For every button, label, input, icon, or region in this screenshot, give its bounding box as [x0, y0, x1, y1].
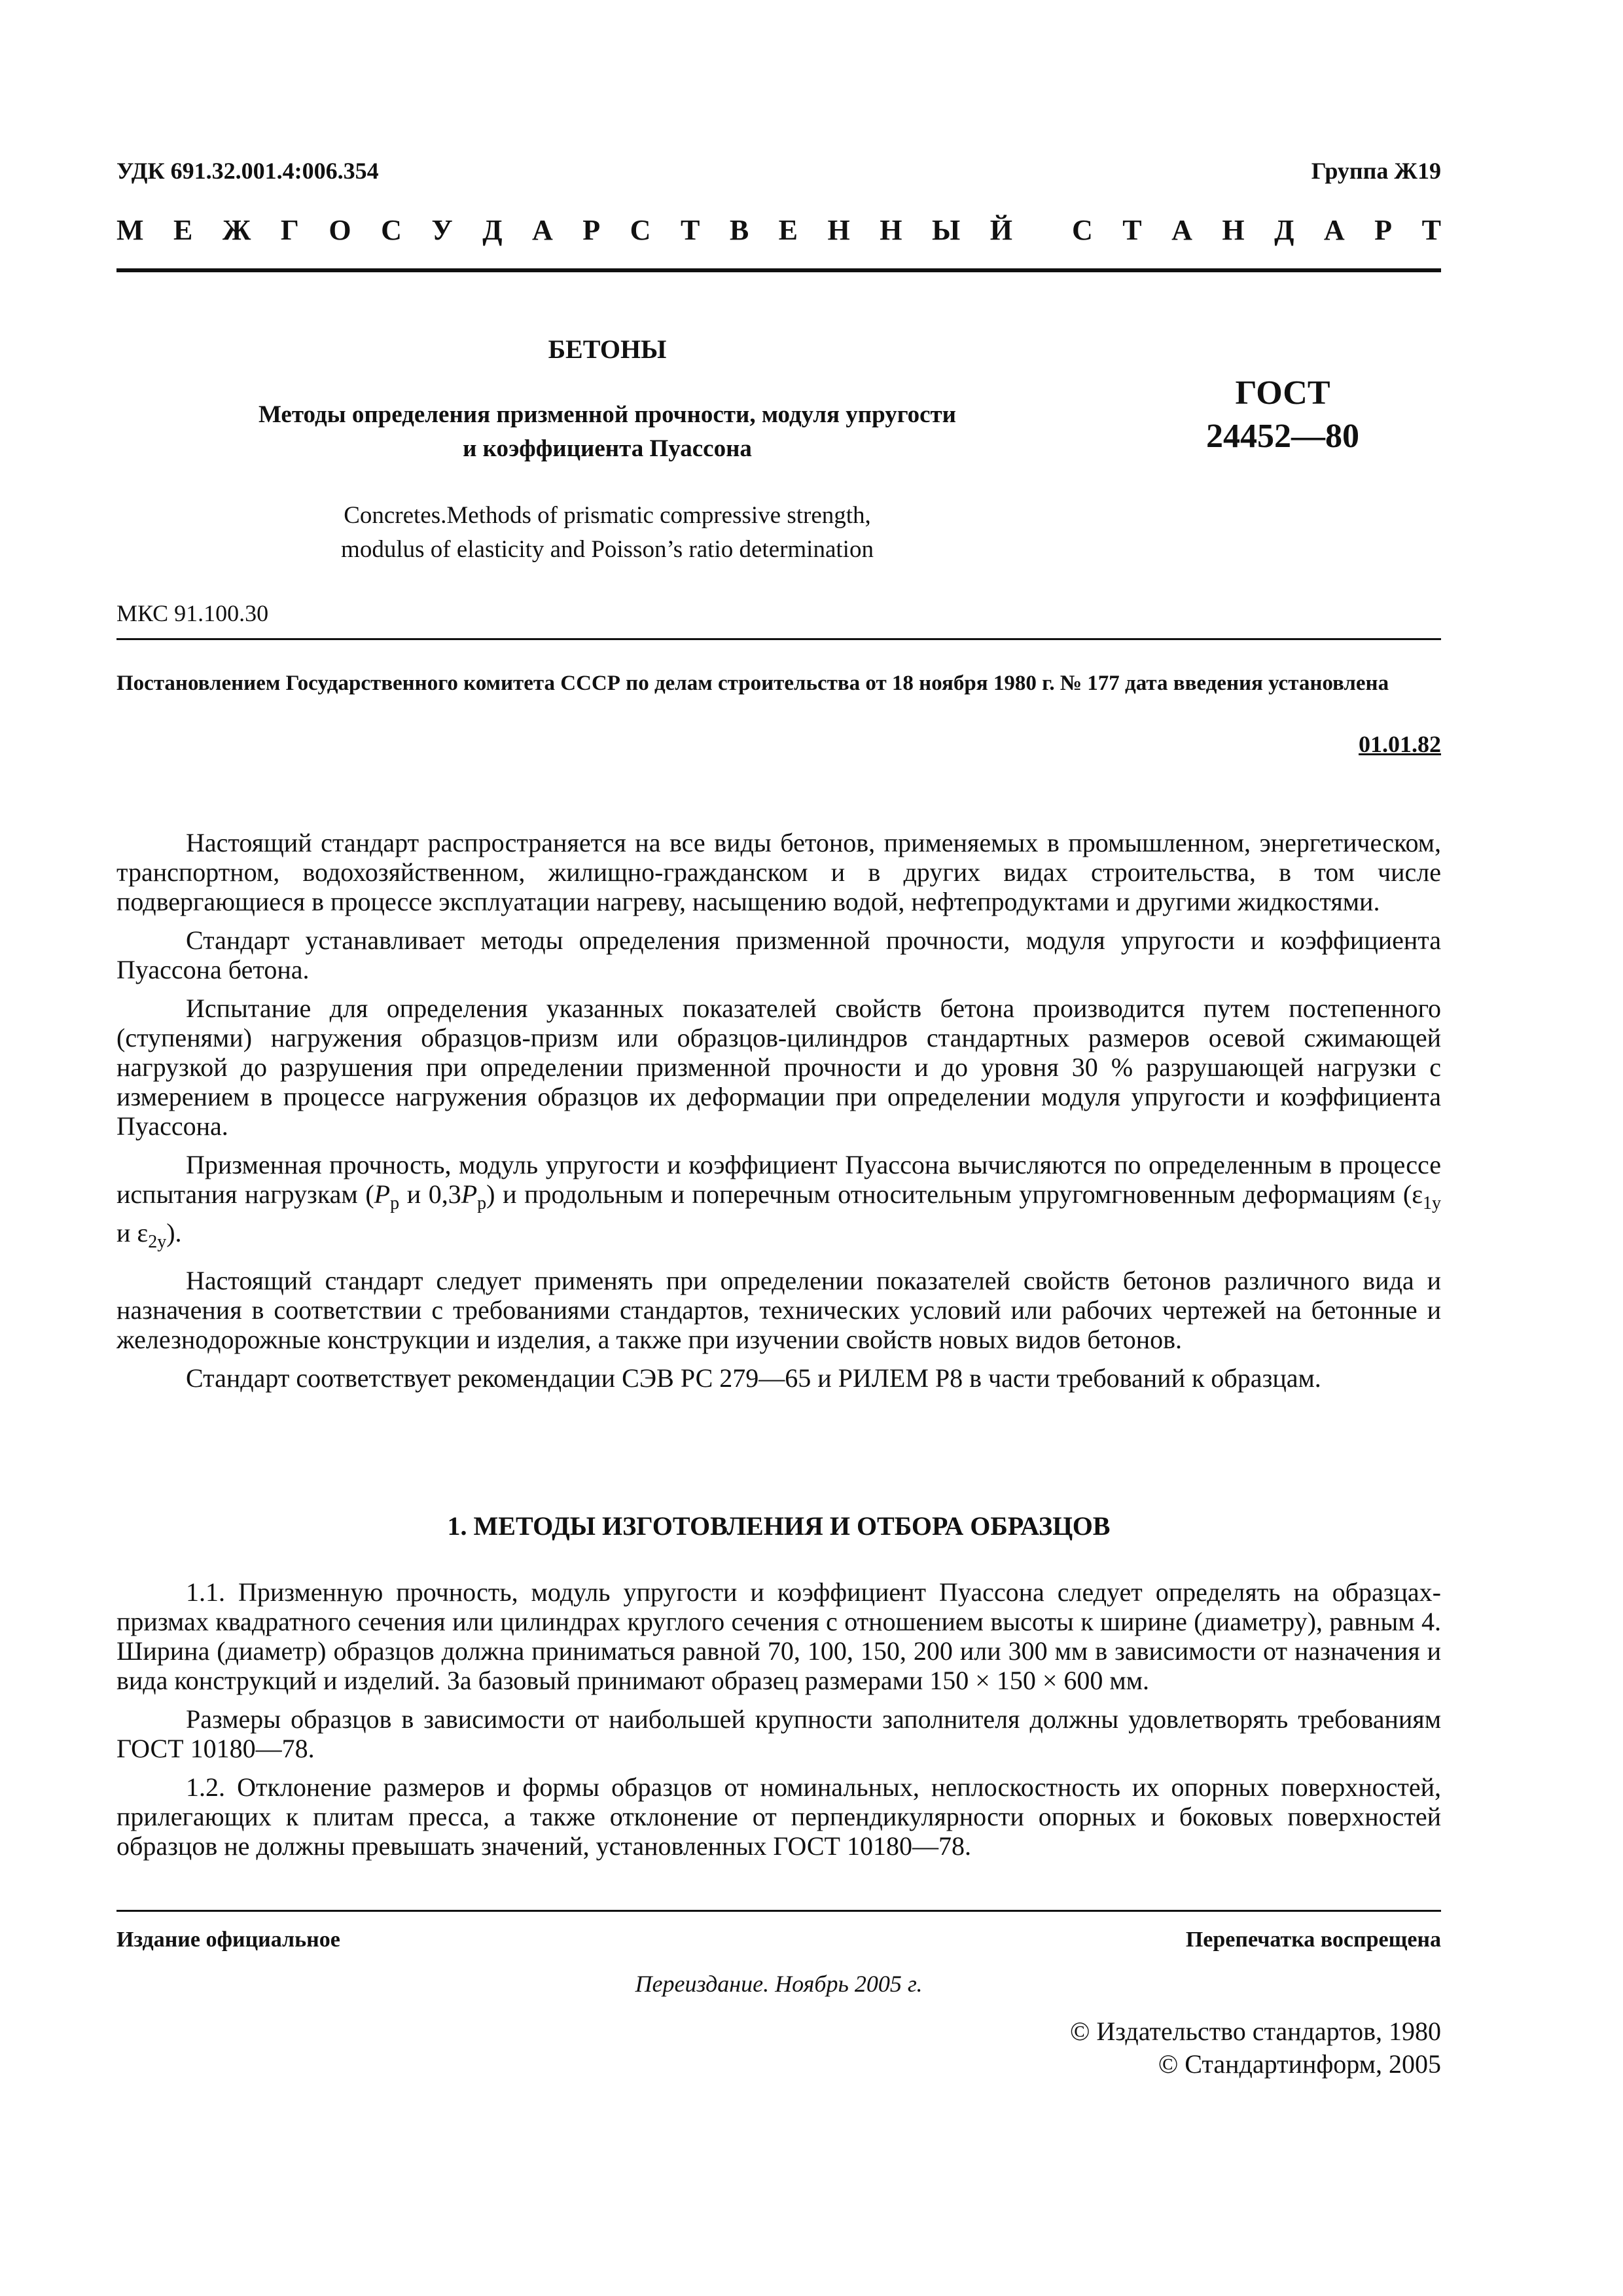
- mks-code: МКС 91.100.30: [116, 600, 269, 626]
- reprint-ban-label: Перепечатка воспрещена: [1185, 1928, 1441, 1952]
- section-1-heading: 1. МЕТОДЫ ИЗГОТОВЛЕНИЯ И ОТБОРА ОБРАЗЦОВ: [447, 1511, 1111, 1541]
- subtitle-line-2: и коэффициента Пуассона: [463, 435, 752, 462]
- p4-sub-2y: 2y: [148, 1232, 167, 1252]
- intro-paragraph-5: Настоящий стандарт следует применять при определении показателей свойств бетонов различного вида и назначения в соответствии с требованиями стандартов, технических условий или рабочих чертежей на бетонные и железнодорожные конструкции и изделия, а также при изучении свойств новых видов бетонов.: [116, 1266, 1441, 1354]
- header-divider: [116, 268, 1441, 272]
- banner-letter: А: [532, 214, 553, 246]
- intro-paragraph-3: Испытание для определения указанных показателей свойств бетона производится путем постепенного (ступенями) нагружения образцов-призм или образцов-цилиндров стандартных размеров осевой сжимающей нагрузкой до разрушения при определении призменной прочности и до уровня 30 % разрушающей нагрузки с измерением в процессе нагружения образцов их деформации при определении модуля упругости и коэффициента Пуассона.: [116, 994, 1441, 1141]
- banner-letter: Т: [1421, 214, 1441, 246]
- clause-1-1-continued: Размеры образцов в зависимости от наибольшей крупности заполнителя должны удовлетворять требованиям ГОСТ 10180—78.: [116, 1704, 1441, 1763]
- effective-date: 01.01.82: [1359, 731, 1441, 757]
- banner-letter: Р: [1374, 214, 1393, 246]
- p4-text-b: ) и продольным и поперечным относительным упругомгновенным деформациям (ε: [486, 1179, 1423, 1209]
- clause-1-1: 1.1. Призменную прочность, модуль упругости и коэффициент Пуассона следует определять на образцах-призмах квадратного сечения или цилиндрах круглого сечения с отношением высоты к ширине (диаметру), равным 4. Ширина (диаметр) образцов должна приниматься равной 70, 100, 150, 200 или 300 мм в зависимости от назначения и вида конструкций и изделий. За базовый принимают образец размерами 150 × 150 × 600 мм.: [116, 1577, 1441, 1695]
- p4-sub-1y: 1y: [1423, 1193, 1441, 1213]
- reissue-note: Переиздание. Ноябрь 2005 г.: [635, 1971, 923, 1997]
- subtitle-line-1: Методы определения призменной прочности, модуля упругости: [259, 401, 956, 428]
- copyright-2005: © Стандартинформ, 2005: [1158, 2049, 1441, 2079]
- banner-letter: В: [729, 214, 749, 246]
- gost-number: 24452—80: [1206, 418, 1359, 455]
- footer-divider: [116, 1910, 1441, 1912]
- banner-letter: Р: [582, 214, 601, 246]
- banner-letter: Г: [280, 214, 299, 246]
- mks-divider: [116, 638, 1441, 640]
- banner-letter: С: [1071, 214, 1093, 246]
- p4-text-a: Призменная прочность, модуль упругости и коэффициент Пуассона вычисляются по определенным в процессе испытания нагрузкам (: [116, 1150, 1441, 1209]
- banner-letter: С: [630, 214, 651, 246]
- banner-letter: Ж: [222, 214, 251, 246]
- p4-sub-p: p: [390, 1193, 400, 1213]
- banner-letter: Д: [482, 214, 503, 246]
- banner-letter: Й: [990, 214, 1012, 246]
- intro-paragraph-4: [116, 1150, 1441, 1257]
- p4-end: ).: [166, 1218, 182, 1247]
- english-title: [116, 499, 1098, 567]
- banner-letter: С: [381, 214, 402, 246]
- document-subtitle: [116, 398, 1098, 466]
- banner-letter: Е: [778, 214, 798, 246]
- copyright-1980: © Издательство стандартов, 1980: [1069, 2017, 1441, 2046]
- p4-sub-p-2: p: [477, 1193, 487, 1213]
- clause-1-2: 1.2. Отклонение размеров и формы образцов от номинальных, неплоскостность их опорных поверхностей, прилегающих к плитам пресса, а также отклонение от перпендикулярности опорных и боковых поверхностей образцов не должны превышать значений, установленных ГОСТ 10180—78.: [116, 1772, 1441, 1861]
- banner-letter: У: [431, 214, 453, 246]
- intro-paragraph-6: Стандарт соответствует рекомендации СЭВ РС 279—65 и РИЛЕМ Р8 в части требований к образцам.: [186, 1363, 1321, 1393]
- banner-letter: Т: [680, 214, 700, 246]
- banner-letter: О: [329, 214, 351, 246]
- banner-letter: Н: [827, 214, 850, 246]
- intro-paragraph-1: Настоящий стандарт распространяется на все виды бетонов, применяемых в промышленном, энергетическом, транспортном, водохозяйственном, жилищно-гражданском и в других видах строительства, в том числе подвергающиеся в процессе эксплуатации нагреву, насыщению водой, нефтепродуктами и другими жидкостями.: [116, 828, 1441, 916]
- section-1-body: [116, 1577, 1441, 1870]
- group-code: Группа Ж19: [1311, 158, 1441, 184]
- banner-letter: Н: [880, 214, 902, 246]
- english-title-line-1: Concretes.Methods of prismatic compressive strength,: [344, 502, 871, 529]
- p4-symbol-p: P: [374, 1179, 391, 1209]
- introduction: [116, 828, 1441, 1393]
- banner-letter: М: [116, 214, 144, 246]
- p4-symbol-p-2: P: [461, 1179, 478, 1209]
- decree-text: Постановлением Государственного комитета СССР по делам строительства от 18 ноября 1980 г. № 177 дата введения установлена: [116, 672, 1389, 695]
- gost-label: ГОСТ: [1235, 374, 1330, 412]
- udk-code: УДК 691.32.001.4:006.354: [116, 158, 379, 184]
- banner-letter: Д: [1274, 214, 1294, 246]
- banner-letter: Ы: [932, 214, 961, 246]
- banner-letter: Н: [1222, 214, 1245, 246]
- document-title: БЕТОНЫ: [548, 334, 667, 364]
- banner-letter: Т: [1122, 214, 1142, 246]
- official-edition-label: Издание официальное: [116, 1928, 340, 1952]
- intro-paragraph-2: Стандарт устанавливает методы определения призменной прочности, модуля упругости и коэффициента Пуассона бетона.: [116, 925, 1441, 984]
- gost-designation: [1145, 372, 1420, 458]
- interstate-standard-banner: [116, 213, 1441, 247]
- english-title-line-2: modulus of elasticity and Poisson’s ratio determination: [341, 536, 874, 563]
- banner-letter: Е: [173, 214, 193, 246]
- banner-letter: А: [1171, 214, 1192, 246]
- banner-letter: А: [1323, 214, 1345, 246]
- p4-and: и 0,3: [399, 1179, 461, 1209]
- p4-and-2: и ε: [116, 1218, 149, 1247]
